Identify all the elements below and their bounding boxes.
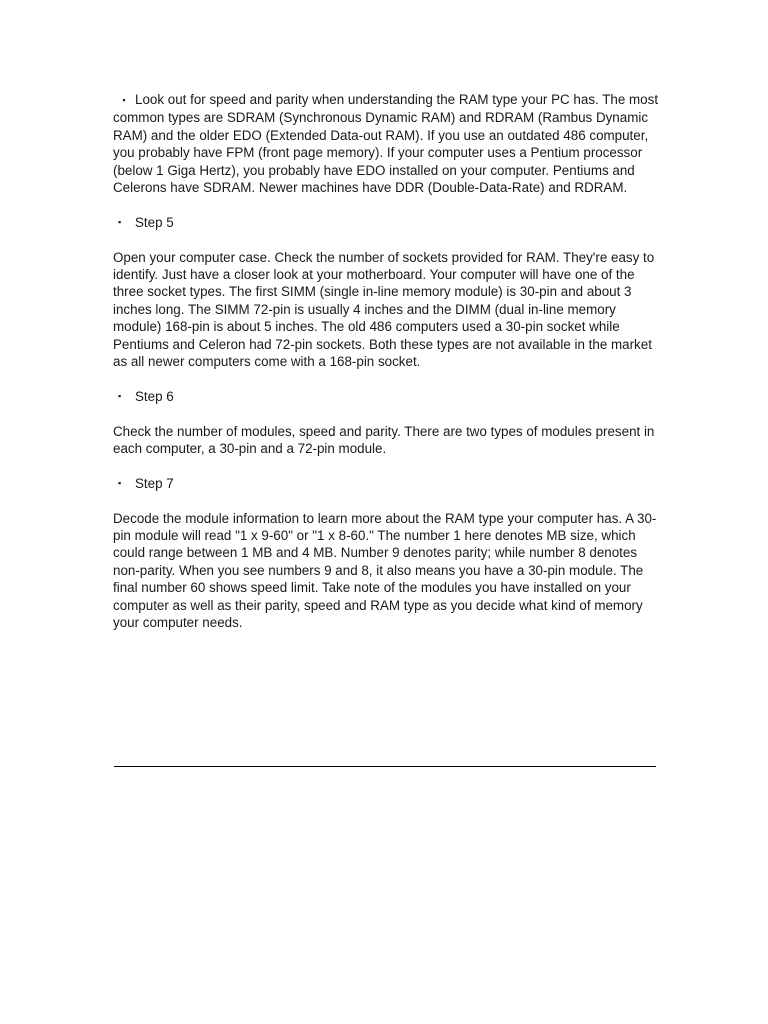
step-6-heading-text: Step 6: [135, 388, 174, 404]
step-7-heading: [113, 475, 661, 492]
bullet-icon: ▪: [118, 216, 122, 227]
horizontal-divider: [114, 766, 656, 767]
document-body: [113, 91, 661, 632]
step-7-heading-text: Step 7: [135, 475, 174, 491]
intro-bullet-line: [113, 92, 599, 107]
step-5-heading-text: Step 5: [135, 214, 174, 230]
bullet-icon: ▪: [118, 477, 122, 488]
step-5-body: Open your computer case. Check the number of sockets provided for RAM. They're easy to identify. Just have a closer look at your motherboard. Your computer will have one of the three socket types. The first SIMM (single in-line memory module) is 30-pin and about 3 inches long. The SIMM 72-pin is usually 4 inches and the DIMM (dual in-line memory module) 168-pin is about 5 inches. The old 486 computers used a 30-pin socket while Pentiums and Celeron had 72-pin sockets. Both these types are not available in the market as all newer computers come with a 168-pin socket.: [113, 249, 655, 370]
step-7-body: Decode the module information to learn more about the RAM type your computer has. A 30-pin module will read "1 x 9-60" or "1 x 8-60." The number 1 here denotes MB size, which could range between 1 MB and 4 MB. Number 9 denotes parity; while number 8 denotes non-parity. When you see numbers 9 and 8, it also means you have a 30-pin module. The final number 60 shows speed limit. Take note of the modules you have installed on your computer as well as their parity, speed and RAM type as you decide what kind of memory your computer needs.: [113, 510, 657, 631]
step-6-body: Check the number of modules, speed and parity. There are two types of modules present in each computer, a 30-pin and a 72-pin module.: [113, 423, 655, 457]
step-6-heading: [113, 388, 661, 405]
intro-bullet-rest: The most common types are SDRAM (Synchronous Dynamic RAM) and RDRAM (Rambus Dynamic RAM) and the older EDO (Extended Data-out RAM). If you use an outdated 486 computer, you probably have FPM (front page memory). If your computer uses a Pentium processor (below 1 Giga Hertz), you probably have EDO installed on your computer. Pentiums and Celerons have SDRAM. Newer machines have DDR (Double-Data-Rate) and RDRAM.: [113, 92, 659, 196]
intro-bullet-lead: Look out for speed and parity when understanding the RAM type your PC has.: [135, 92, 599, 107]
bullet-icon: ▪: [122, 95, 126, 105]
bullet-icon: ▪: [118, 390, 122, 401]
intro-bullet-paragraph: [113, 91, 661, 196]
step-5-heading: [113, 214, 661, 231]
